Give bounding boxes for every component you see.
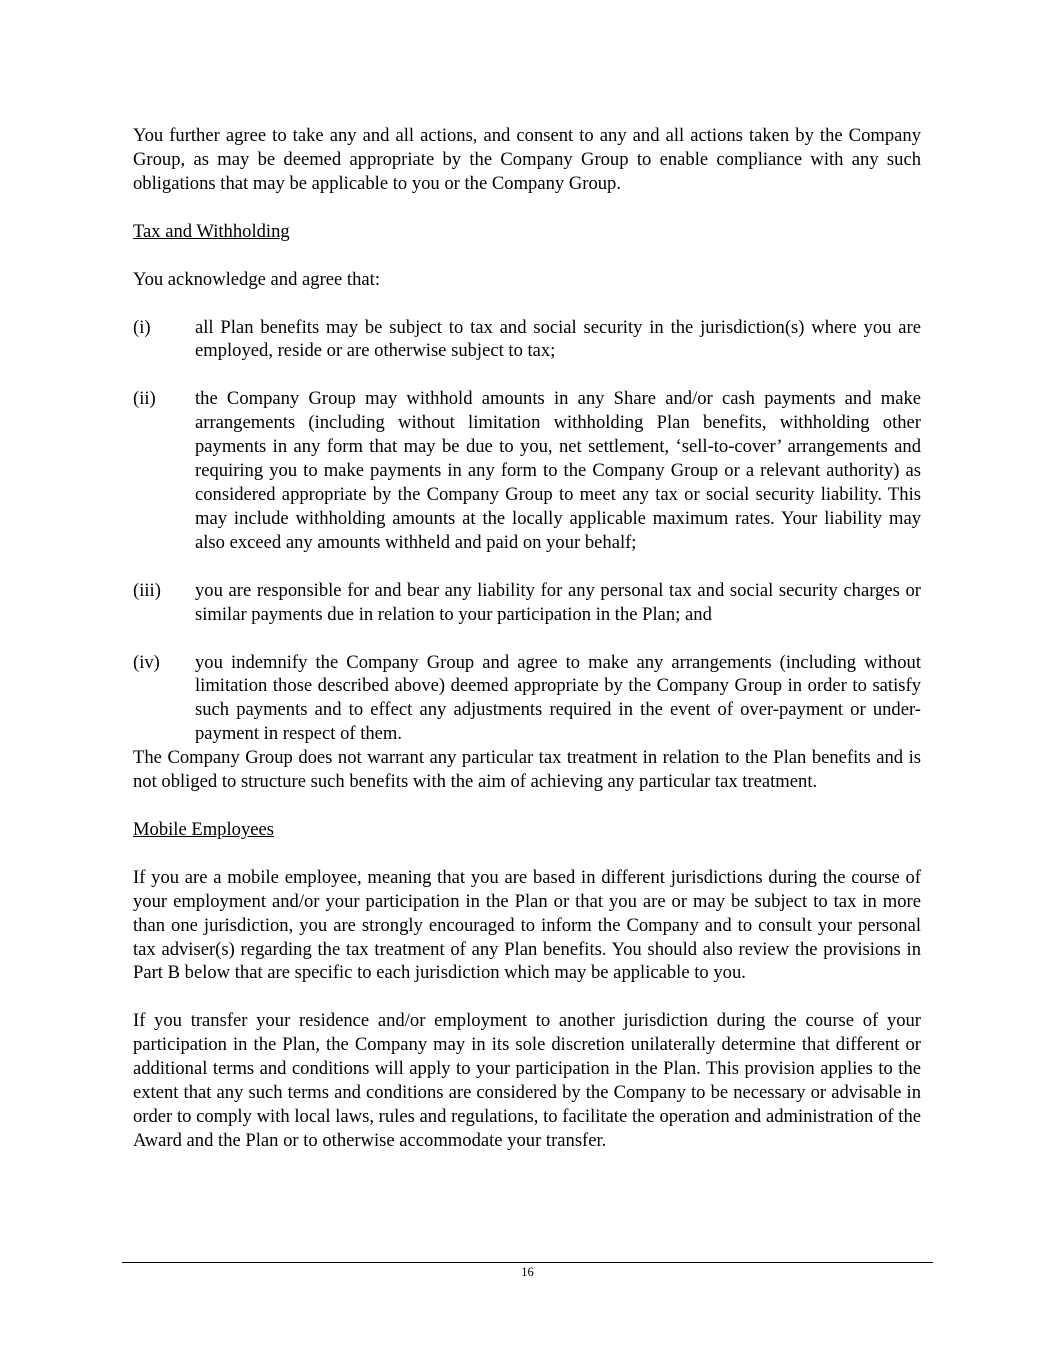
- acknowledge-paragraph: You acknowledge and agree that:: [133, 268, 380, 290]
- mobile-employees-heading: Mobile Employees: [133, 818, 274, 840]
- intro-paragraph: You further agree to take any and all actions, and consent to any and all actions taken by the Company Group, as may be deemed appropriate by the Company Group to enable compliance with any such obligations that may be applicable to you or the Company Group.: [133, 125, 921, 194]
- document-body: [133, 124, 921, 1153]
- tax-conclusion-paragraph: The Company Group does not warrant any particular tax treatment in relation to the Plan benefits and is not obliged to structure such benefits with the aim of achieving any particular tax treatment.: [133, 747, 921, 793]
- tax-withholding-heading: Tax and Withholding: [133, 220, 290, 242]
- transfer-paragraph: If you transfer your residence and/or employment to another jurisdiction during the course of your participation in the Plan, the Company may in its sole discretion unilaterally determine that different or additional terms and conditions will apply to your participation in the Plan. This provision applies to the extent that any such terms and conditions are considered by the Company to be necessary or advisable in order to comply with local laws, rules and regulations, to facilitate the operation and administration of the Award and the Plan or to otherwise accommodate your transfer.: [133, 1010, 921, 1151]
- list-item-number: (ii): [133, 388, 156, 410]
- footer-divider: [122, 1262, 933, 1263]
- list-item-number: (iv): [133, 651, 160, 673]
- list-item-text: you are responsible for and bear any liability for any personal tax and social security charges or similar payments due in relation to your participation in the Plan; and: [195, 579, 921, 625]
- list-item: [133, 651, 921, 747]
- list-item-text: all Plan benefits may be subject to tax and social security in the jurisdiction(s) where you are employed, reside or are otherwise subject to tax;: [195, 316, 921, 362]
- list-item-number: (iii): [133, 579, 161, 601]
- page-number: 16: [521, 1265, 534, 1279]
- list-item-text: you indemnify the Company Group and agree to make any arrangements (including without limitation those described above) deemed appropriate by the Company Group in order to satisfy such payments and to effect any adjustments required in the event of over-payment or under-payment in respect of them.: [195, 651, 921, 745]
- list-item: [133, 316, 921, 364]
- list-item-text: the Company Group may withhold amounts in any Share and/or cash payments and make arrangements (including without limitation withholding Plan benefits, withholding other payments in any form that may be due to you, net settlement, ‘sell-to-cover’ arrangements and requiring you to make payments in any form to the Company Group or a relevant authority) as considered appropriate by the Company Group to meet any tax or social security liability. This may include withholding amounts at the locally applicable maximum rates. Your liability may also exceed any amounts withheld and paid on your behalf;: [195, 388, 921, 553]
- list-item-number: (i): [133, 316, 151, 338]
- list-item: [133, 579, 921, 627]
- mobile-employee-paragraph: If you are a mobile employee, meaning that you are based in different jurisdictions during the course of your employment and/or your participation in the Plan or that you are or may be subject to tax in more than one jurisdiction, you are strongly encouraged to inform the Company and to consult your personal tax adviser(s) regarding the tax treatment of any Plan benefits. You should also review the provisions in Part B below that are specific to each jurisdiction which may be applicable to you.: [133, 866, 921, 984]
- list-item: [133, 387, 921, 554]
